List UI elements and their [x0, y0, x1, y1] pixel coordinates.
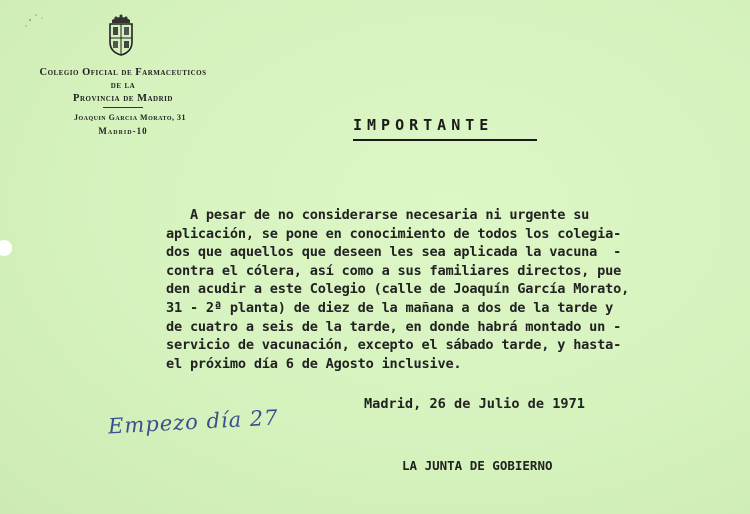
document-heading: IMPORTANTE	[353, 116, 494, 134]
body-line: de cuatro a seis de la tarde, en donde habrá montado un -	[166, 318, 622, 335]
letterhead-connector: de la	[110, 80, 136, 91]
body-line: contra el cólera, así como a sus familiares directos, pue	[166, 262, 622, 279]
letterhead-divider	[103, 107, 143, 108]
letterhead	[18, 66, 228, 138]
punch-hole	[0, 240, 12, 256]
letterhead-city: Madrid-10	[98, 126, 148, 136]
body-line: dos que aquellos que deseen les sea aplicada la vacuna -	[166, 244, 622, 261]
date-line: Madrid, 26 de Julio de 1971	[364, 396, 585, 412]
body-line: A pesar de no considerarse necesaria ni urgente su	[166, 207, 590, 223]
letterhead-institution: Colegio Oficial de Farmaceuticos	[39, 67, 207, 78]
letterhead-province: Provincia de Madrid	[73, 93, 173, 104]
handwritten-note: Empezo día 27	[107, 405, 280, 439]
coat-of-arms-icon	[104, 14, 138, 56]
body-line: servicio de vacunación, excepto el sábado tarde, y hasta-	[166, 337, 622, 354]
body-line: el próximo día 6 de Agosto inclusive.	[166, 355, 462, 372]
signature-line: LA JUNTA DE GOBIERNO	[402, 458, 553, 473]
notice-body	[166, 206, 726, 373]
body-line: 31 - 2ª planta) de diez de la mañana a dos de la tarde y	[166, 299, 614, 316]
heading-underline	[353, 139, 537, 141]
body-line: aplicación, se pone en conocimiento de todos los colegia-	[166, 225, 622, 242]
letterhead-address: Joaquin Garcia Morato, 31	[73, 113, 187, 122]
ink-speckle-mark	[20, 6, 60, 46]
body-line: den acudir a este Colegio (calle de Joaquín García Morato,	[166, 281, 630, 298]
